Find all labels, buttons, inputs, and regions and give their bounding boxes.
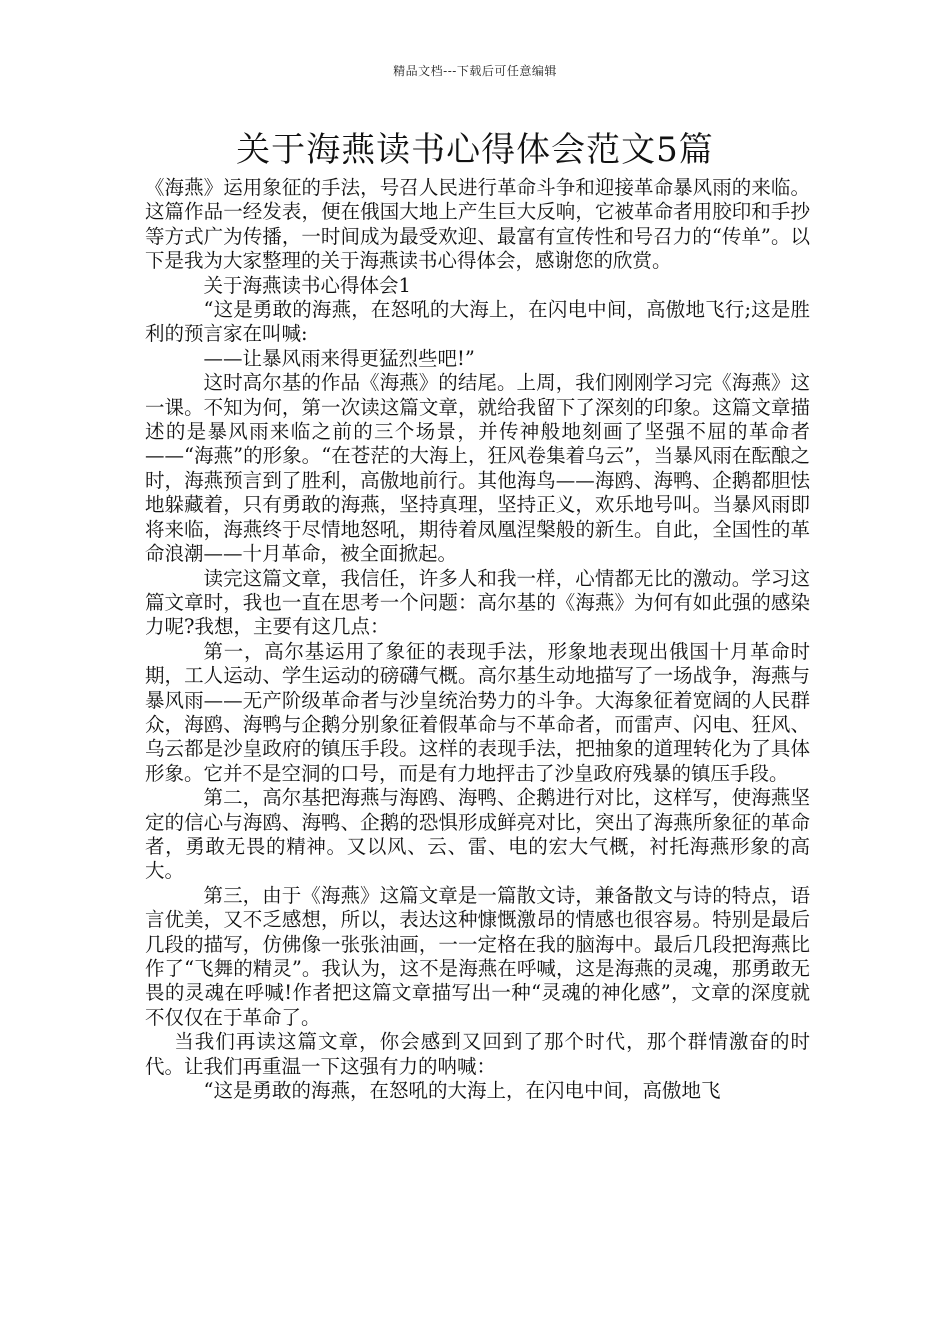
section-heading: 关于海燕读书心得体会1 [203,273,411,297]
body-paragraph: 第三，由于《海燕》这篇文章是一篇散文诗，兼备散文与诗的特点，语言优美，又不乏感想，所以，表达这种慷慨激昂的情感也很容易。特别是最后几段的描写，仿佛像一张张油画，一一定格在我的脑海中。最后几段把海燕比作了“飞舞的精灵”。我认为，这不是海燕在呼喊，这是海燕的灵魂，那勇敢无畏的灵魂在呼喊!作者把这篇文章描写出一种“灵魂的神化感”，文章的深度就不仅仅在于革命了。 [145,883,810,1029]
quote-paragraph: “这是勇敢的海燕，在怒吼的大海上，在闪电中间，高傲地飞行;这是胜利的预言家在叫喊: [145,298,810,346]
intro-paragraph: 《海燕》运用象征的手法，号召人民进行革命斗争和迎接革命暴风雨的来临。这篇作品一经发表，便在俄国大地上产生巨大反响，它被革命者用胶印和手抄等方式广为传播，一时间成为最受欢迎、最富有宣传性和号召力的“传单”。以下是我为大家整理的关于海燕读书心得体会，感谢您的欣赏。 [145,176,810,273]
body-paragraph: 第一，高尔基运用了象征的表现手法，形象地表现出俄国十月革命时期，工人运动、学生运动的磅礴气概。高尔基生动地描写了一场战争，海燕与暴风雨——无产阶级革命者与沙皇统治势力的斗争。大海象征着宽阔的人民群众，海鸥、海鸭与企鹅分别象征着假革命与不革命者，而雷声、闪电、狂风、乌云都是沙皇政府的镇压手段。这样的表现手法，把抽象的道理转化为了具体形象。它并不是空洞的口号，而是有力地抨击了沙皇政府残暴的镇压手段。 [145,639,810,785]
body-paragraph: 当我们再读这篇文章，你会感到又回到了那个时代，那个群情激奋的时代。让我们再重温一下这强有力的呐喊： [145,1030,810,1078]
body-paragraph: 这时高尔基的作品《海燕》的结尾。上周，我们刚刚学习完《海燕》这一课。不知为何，第一次读这篇文章，就给我留下了深刻的印象。这篇文章描述的是暴风雨来临之前的三个场景，并传神般地刻画了坚强不屈的革命者——“海燕”的形象。“在苍茫的大海上，狂风卷集着乌云”，当暴风雨在酝酿之时，海燕预言到了胜利，高傲地前行。其他海鸟——海鸥、海鸭、企鹅都胆怯地躲藏着，只有勇敢的海燕，坚持真理，坚持正义，欢乐地号叫。当暴风雨即将来临，海燕终于尽情地怒吼，期待着凤凰涅槃般的新生。自此，全国性的革命浪潮——十月革命，被全面掀起。 [145,371,810,566]
document-body [145,176,810,1103]
body-paragraph: 第二，高尔基把海燕与海鸥、海鸭、企鹅进行对比，这样写，使海燕坚定的信心与海鸥、海鸭、企鹅的恐惧形成鲜亮对比，突出了海燕所象征的革命者，勇敢无畏的精神。又以风、云、雷、电的宏大气概，衬托海燕形象的高大。 [145,786,810,883]
body-paragraph: 读完这篇文章，我信任，许多人和我一样，心情都无比的激动。学习这篇文章时，我也一直在思考一个问题：高尔基的《海燕》为何有如此强的感染力呢?我想，主要有这几点： [145,566,810,639]
quote-paragraph: “这是勇敢的海燕，在怒吼的大海上，在闪电中间，高傲地飞 [203,1079,721,1103]
document-title: 关于海燕读书心得体会范文5篇 [236,130,714,170]
header-note: 精品文档---下载后可任意编辑 [393,64,557,78]
quote-paragraph: ——让暴风雨来得更猛烈些吧!” [203,346,475,370]
